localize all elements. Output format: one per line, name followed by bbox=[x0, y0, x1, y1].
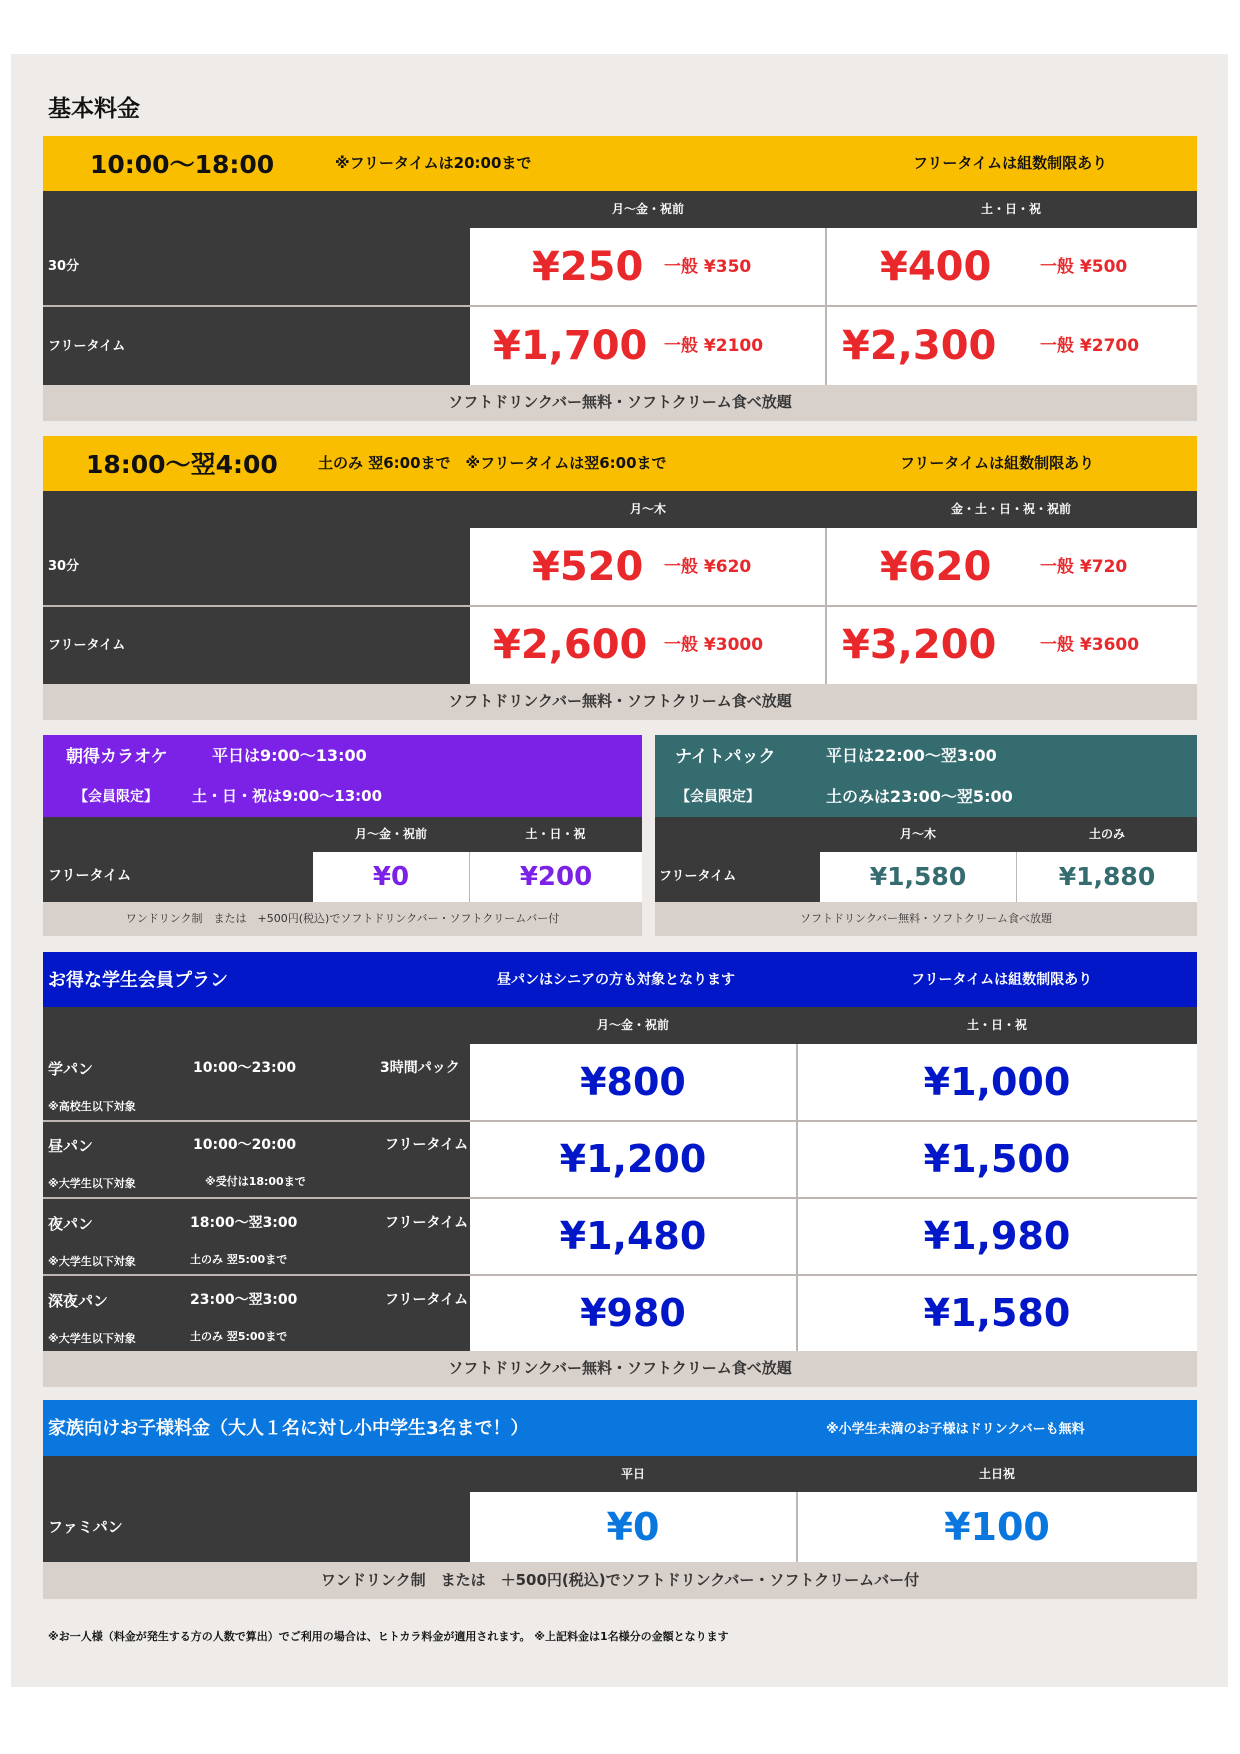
price-member: ¥2,300 bbox=[842, 323, 997, 369]
child-drink-note: ※小学生未満のお子様はドリンクバーも無料 bbox=[826, 1422, 1085, 1437]
members-only-label: 【会員限定】 bbox=[676, 789, 760, 805]
pack-name: 朝得カラオケ bbox=[66, 747, 168, 767]
price-weekend: ¥1,500 bbox=[923, 1137, 1071, 1181]
row-label-cell bbox=[43, 528, 470, 605]
column-divider bbox=[825, 228, 827, 385]
plan-name: 学パン bbox=[48, 1060, 94, 1078]
price-general: 一般 ¥2700 bbox=[1040, 336, 1140, 356]
plan-target: ※大学生以下対象 bbox=[48, 1332, 136, 1345]
column-weekend: 土日祝 bbox=[978, 1467, 1015, 1481]
pack-name: ナイトパック bbox=[675, 747, 776, 767]
price-general: 一般 ¥2100 bbox=[664, 336, 764, 356]
plan-hours: 10:00～20:00 bbox=[193, 1137, 297, 1153]
limit-note: フリータイムは組数制限あり bbox=[900, 454, 1095, 472]
column-weekday: 月～金・祝前 bbox=[596, 1018, 669, 1032]
price-general: 一般 ¥3600 bbox=[1040, 635, 1140, 655]
plan-extra-note: 土のみ 翌5:00まで bbox=[190, 1253, 288, 1266]
members-only-label: 【会員限定】 bbox=[74, 789, 158, 805]
senior-note: 昼パンはシニアの方も対象となります bbox=[497, 972, 735, 988]
drink-bar-note: ソフトドリンクバー無料・ソフトクリーム食べ放題 bbox=[448, 1359, 792, 1377]
drink-option-note: ワンドリンク制 または ＋500円(税込)でソフトドリンクバー・ソフトクリームバー付 bbox=[320, 1571, 920, 1589]
price-member: ¥520 bbox=[532, 544, 644, 590]
price-member: ¥2,600 bbox=[493, 622, 648, 668]
plan-extra-note: ※受付は18:00まで bbox=[205, 1175, 306, 1188]
weekend-hours: 土・日・祝は9:00～13:00 bbox=[192, 787, 383, 805]
price-member: ¥1,700 bbox=[493, 323, 648, 369]
plan-title: お得な学生会員プラン bbox=[48, 970, 228, 991]
column-weekday: 平日 bbox=[620, 1467, 645, 1481]
price-weekend: ¥1,580 bbox=[923, 1291, 1071, 1335]
price-weekend: ¥200 bbox=[519, 862, 593, 892]
column-weekday: 月～金・祝前 bbox=[354, 827, 427, 841]
plan-hours: 10:00～23:00 bbox=[193, 1060, 297, 1076]
limit-note: フリータイムは組数制限あり bbox=[913, 154, 1108, 172]
plan-name: 深夜パン bbox=[48, 1292, 109, 1310]
page-title: 基本料金 bbox=[48, 96, 140, 122]
price-general: 一般 ¥500 bbox=[1040, 257, 1128, 277]
drink-option-note: ワンドリンク制 または +500円(税込)でソフトドリンクバー・ソフトクリームバー付 bbox=[125, 912, 560, 925]
time-range: 10:00～18:00 bbox=[90, 150, 275, 179]
limit-note: フリータイムは組数制限あり bbox=[911, 972, 1093, 988]
price-member: ¥620 bbox=[880, 544, 992, 590]
row-label-30min: 30分 bbox=[48, 559, 80, 574]
price-member: ¥3,200 bbox=[842, 622, 997, 668]
bottom-note: ※お一人様（料金が発生する方の人数で算出）でご利用の場合は、ヒトカラ料金が適用されます。 ※上記料金は1名様分の金額となります bbox=[48, 1630, 729, 1643]
row-label-freetime: フリータイム bbox=[48, 638, 126, 653]
price-weekend: ¥1,980 bbox=[923, 1214, 1071, 1258]
column-weekday: 月～木 bbox=[629, 502, 666, 516]
row-label-freetime: フリータイム bbox=[48, 339, 126, 354]
row-label-famipan: ファミパン bbox=[48, 1518, 123, 1536]
plan-name: 昼パン bbox=[48, 1137, 94, 1155]
price-member: ¥400 bbox=[880, 244, 992, 290]
price-weekend: ¥1,880 bbox=[1058, 862, 1156, 891]
drink-bar-note: ソフトドリンクバー無料・ソフトクリーム食べ放題 bbox=[448, 393, 792, 411]
price-general: 一般 ¥350 bbox=[664, 257, 752, 277]
row-label-30min: 30分 bbox=[48, 259, 80, 274]
plan-title: 家族向けお子様料金（大人１名に対し小中学生3名まで！） bbox=[48, 1418, 529, 1439]
plan-hours: 18:00～翌3:00 bbox=[190, 1215, 298, 1231]
price-member: ¥250 bbox=[532, 244, 644, 290]
price-weekday: ¥0 bbox=[372, 862, 410, 892]
plan-name: 夜パン bbox=[48, 1215, 94, 1233]
price-weekday: ¥1,200 bbox=[559, 1137, 707, 1181]
row-label-cell bbox=[43, 228, 470, 305]
plan-target: ※大学生以下対象 bbox=[48, 1177, 136, 1190]
column-weekend: 金・土・日・祝・祝前 bbox=[950, 502, 1071, 516]
column-weekend: 土のみ bbox=[1088, 827, 1125, 841]
price-general: 一般 ¥620 bbox=[664, 557, 752, 577]
freetime-note: 土のみ 翌6:00まで ※フリータイムは翌6:00まで bbox=[318, 454, 667, 472]
column-divider bbox=[825, 528, 827, 684]
price-weekday: ¥0 bbox=[606, 1505, 660, 1549]
weekend-hours: 土のみは23:00～翌5:00 bbox=[826, 787, 1013, 806]
drink-bar-note: ソフトドリンクバー無料・ソフトクリーム食べ放題 bbox=[448, 692, 792, 710]
price-cell bbox=[470, 528, 826, 605]
column-divider bbox=[796, 1044, 798, 1351]
time-range: 18:00～翌4:00 bbox=[86, 450, 278, 479]
plan-target: ※大学生以下対象 bbox=[48, 1255, 136, 1268]
column-weekend: 土・日・祝 bbox=[966, 1018, 1027, 1032]
row-label-freetime: フリータイム bbox=[48, 868, 132, 884]
drink-bar-note: ソフトドリンクバー無料・ソフトクリーム食べ放題 bbox=[800, 912, 1052, 925]
freetime-note: ※フリータイムは20:00まで bbox=[335, 154, 532, 172]
column-weekend: 土・日・祝 bbox=[525, 827, 586, 841]
plan-type: フリータイム bbox=[385, 1215, 469, 1231]
plan-target: ※高校生以下対象 bbox=[48, 1100, 136, 1113]
price-weekday: ¥800 bbox=[580, 1060, 686, 1104]
price-weekday: ¥1,480 bbox=[559, 1214, 707, 1258]
plan-type: 3時間パック bbox=[380, 1060, 460, 1076]
plan-type: フリータイム bbox=[385, 1137, 469, 1153]
price-weekend: ¥100 bbox=[944, 1505, 1050, 1549]
price-general: 一般 ¥3000 bbox=[664, 635, 764, 655]
price-general: 一般 ¥720 bbox=[1040, 557, 1128, 577]
column-weekday: 月～木 bbox=[899, 827, 936, 841]
price-weekday: ¥980 bbox=[580, 1291, 686, 1335]
plan-type: フリータイム bbox=[385, 1292, 469, 1308]
row-label-freetime: フリータイム bbox=[659, 869, 737, 884]
weekday-hours: 平日は9:00～13:00 bbox=[212, 746, 367, 765]
price-cell bbox=[470, 228, 826, 305]
price-weekday: ¥1,580 bbox=[869, 862, 967, 891]
plan-hours: 23:00～翌3:00 bbox=[190, 1292, 298, 1308]
price-weekend: ¥1,000 bbox=[923, 1060, 1071, 1104]
column-weekend: 土・日・祝 bbox=[980, 202, 1041, 216]
column-weekday: 月～金・祝前 bbox=[611, 202, 684, 216]
plan-extra-note: 土のみ 翌5:00まで bbox=[190, 1330, 288, 1343]
weekday-hours: 平日は22:00～翌3:00 bbox=[826, 746, 997, 765]
